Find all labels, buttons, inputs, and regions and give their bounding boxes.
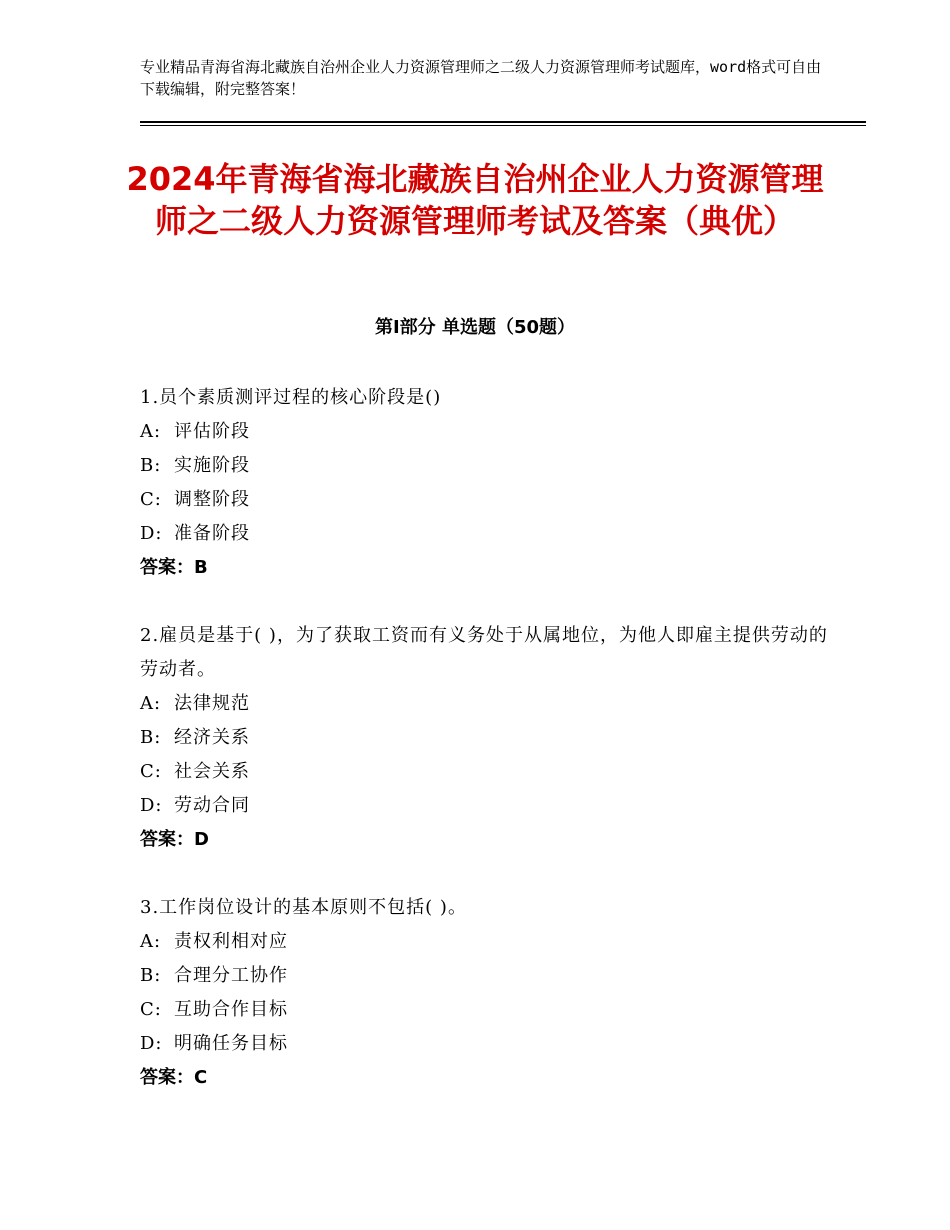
- option-text: 实施阶段: [174, 455, 250, 476]
- option-text: 法律规范: [174, 693, 250, 714]
- answer: 答案：B: [140, 557, 208, 578]
- question-text: 1.员个素质测评过程的核心阶段是(): [140, 387, 442, 408]
- option-key: B:: [140, 965, 162, 986]
- question-item: [140, 381, 830, 585]
- option-text: 经济关系: [174, 727, 250, 748]
- answer: 答案：D: [140, 829, 209, 850]
- option-key: D:: [140, 795, 163, 816]
- header-note: 专业精品青海省海北藏族自治州企业人力资源管理师之二级人力资源管理师考试题库，word格式可自由下载编辑，附完整答案！: [140, 58, 822, 98]
- option-text: 调整阶段: [174, 489, 250, 510]
- question-item: [140, 619, 830, 857]
- answer: 答案：C: [140, 1067, 208, 1088]
- header-divider-thick: [140, 121, 866, 123]
- option-a: [140, 415, 830, 449]
- option-key: D:: [140, 523, 163, 544]
- option-key: B:: [140, 727, 162, 748]
- option-key: A:: [140, 693, 162, 714]
- option-b: [140, 449, 830, 483]
- option-d: [140, 1027, 830, 1061]
- question-list: [140, 381, 830, 1129]
- option-b: [140, 721, 830, 755]
- option-a: [140, 925, 830, 959]
- option-d: [140, 789, 830, 823]
- option-c: [140, 993, 830, 1027]
- option-key: C:: [140, 489, 162, 510]
- option-key: B:: [140, 455, 162, 476]
- option-text: 劳动合同: [174, 795, 250, 816]
- option-key: C:: [140, 999, 162, 1020]
- option-key: C:: [140, 761, 162, 782]
- option-key: A:: [140, 931, 162, 952]
- option-text: 互助合作目标: [174, 999, 288, 1020]
- option-text: 合理分工协作: [174, 965, 288, 986]
- section-title: 第Ⅰ部分 单选题（50题）: [374, 317, 575, 338]
- question-item: [140, 891, 830, 1095]
- option-key: D:: [140, 1033, 163, 1054]
- option-d: [140, 517, 830, 551]
- option-text: 社会关系: [174, 761, 250, 782]
- option-b: [140, 959, 830, 993]
- option-text: 责权利相对应: [174, 931, 288, 952]
- question-text: 2.雇员是基于( )，为了获取工资而有义务处于从属地位，为他人即雇主提供劳动的劳动者。: [140, 625, 828, 680]
- option-text: 准备阶段: [174, 523, 250, 544]
- document-title: 2024年青海省海北藏族自治州企业人力资源管理师之二级人力资源管理师考试及答案（典优）: [126, 160, 824, 240]
- option-c: [140, 483, 830, 517]
- option-text: 明确任务目标: [174, 1033, 288, 1054]
- option-key: A:: [140, 421, 162, 442]
- option-text: 评估阶段: [174, 421, 250, 442]
- option-a: [140, 687, 830, 721]
- option-c: [140, 755, 830, 789]
- header-divider-thin: [140, 125, 866, 126]
- question-text: 3.工作岗位设计的基本原则不包括( )。: [140, 897, 467, 918]
